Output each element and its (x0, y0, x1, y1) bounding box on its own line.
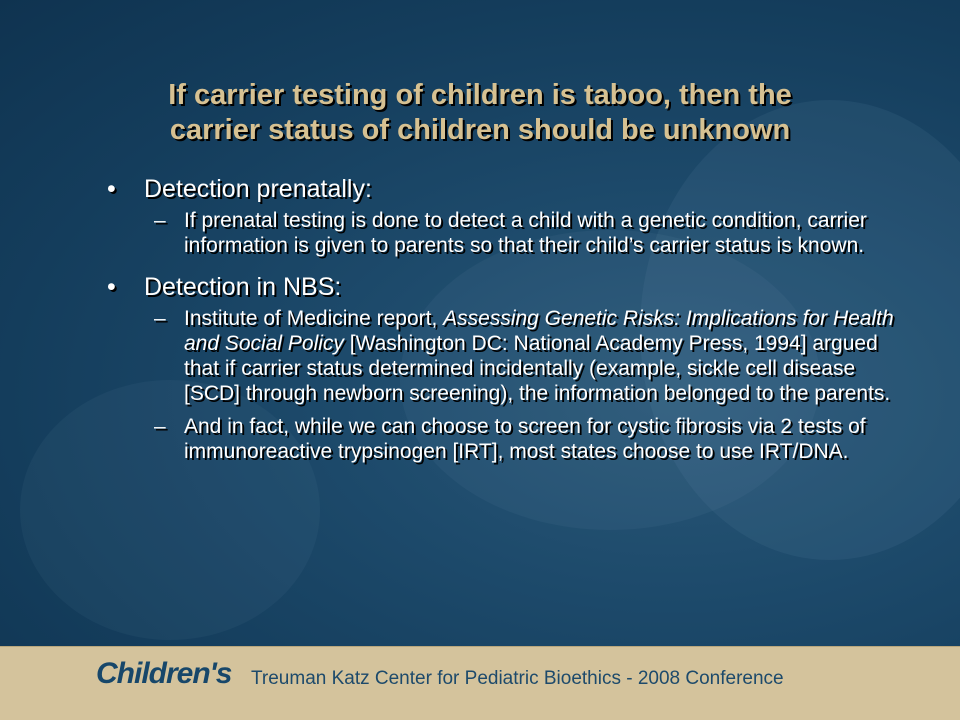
sub-bullet-dash: – (154, 307, 166, 330)
bullet-detection-nbs (104, 272, 904, 302)
title-line-2: carrier status of children should be unknown (169, 114, 791, 146)
bullet-text: Detection in NBS: (144, 273, 342, 301)
title-line-1: If carrier testing of children is taboo, then the (168, 79, 792, 111)
slide-content (104, 174, 904, 472)
sub-bullet-dash: – (154, 209, 166, 232)
footer-text: Treuman Katz Center for Pediatric Bioethics - 2008 Conference (251, 668, 784, 689)
footer-bar (0, 646, 960, 720)
bullet-dot: • (107, 175, 116, 203)
bullet-dot: • (107, 273, 116, 301)
sub-bullet-text-start: Institute of Medicine report, (184, 307, 444, 330)
report-title: Assessing Genetic Risks: Implications for Health and Social Policy (184, 307, 894, 355)
sub-bullet-text: And in fact, while we can choose to screen for cystic fibrosis via 2 tests of immunoreactive trypsinogen [IRT], most states choose to use IRT/DNA. (184, 415, 866, 463)
sub-bullet-cystic-fibrosis (104, 414, 904, 464)
slide-title (60, 78, 900, 148)
childrens-logo: Children's (96, 657, 232, 690)
bullet-text: Detection prenatally: (144, 175, 372, 203)
sub-bullet-dash: – (154, 415, 166, 438)
bullet-detection-prenatally (104, 174, 904, 204)
sub-bullet-text: If prenatal testing is done to detect a child with a genetic condition, carrier information is given to parents so that their child’s carrier status is known. (184, 209, 867, 257)
sub-bullet-text-end: [Washington DC: National Academy Press, 1994] argued that if carrier status determined incidentally (example, sickle cell disease [SCD] through newborn screening), the information belonged to the parents. (184, 332, 891, 405)
sub-bullet-prenatal-testing (104, 208, 904, 258)
sub-bullet-iom-report (104, 306, 904, 406)
